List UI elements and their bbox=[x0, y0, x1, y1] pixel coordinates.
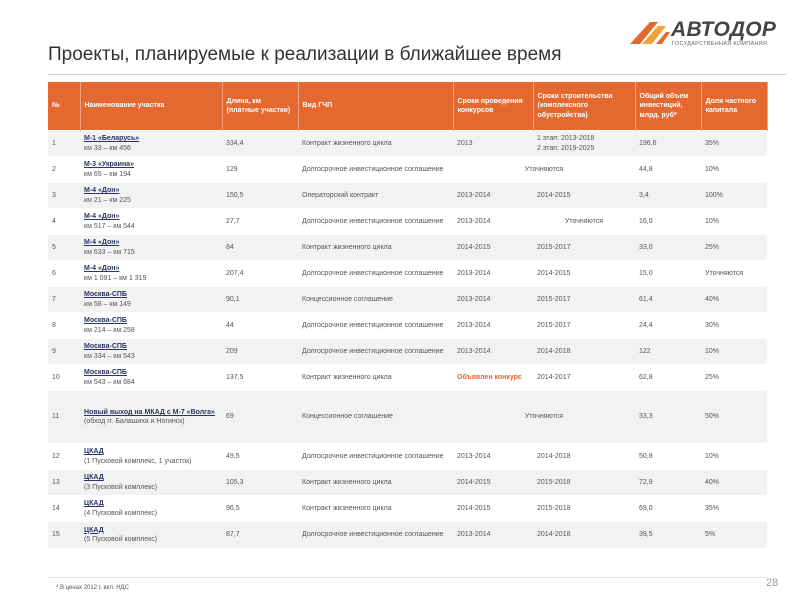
cell-number: 14 bbox=[48, 496, 80, 522]
cell-length: 90,1 bbox=[222, 287, 298, 313]
header-ppp-type: Вид ГЧП bbox=[298, 82, 453, 131]
cell-number: 6 bbox=[48, 261, 80, 287]
cell-number: 1 bbox=[48, 131, 80, 157]
cell-share: 10% bbox=[701, 444, 767, 470]
road-km-range: км 334 – км 543 bbox=[84, 352, 135, 360]
road-name-link[interactable]: М-3 «Украина» bbox=[84, 161, 134, 169]
cell-tender: 2013-2014 bbox=[453, 183, 533, 209]
cell-ppp-type: Долгосрочное инвестиционное соглашение bbox=[298, 261, 453, 287]
cell-section bbox=[80, 365, 222, 391]
cell-share: 25% bbox=[701, 235, 767, 261]
header-total-investment: Общий объем инвестиций, млрд. руб* bbox=[635, 82, 701, 131]
cell-share: 40% bbox=[701, 470, 767, 496]
projects-table bbox=[48, 82, 768, 548]
cell-construction: Уточняются bbox=[533, 209, 635, 235]
cell-length: 105,3 bbox=[222, 470, 298, 496]
cell-ppp-type: Долгосрочное инвестиционное соглашение bbox=[298, 313, 453, 339]
road-name-link[interactable]: М-4 «Дон» bbox=[84, 187, 120, 195]
cell-section bbox=[80, 235, 222, 261]
table-row bbox=[48, 522, 767, 548]
road-km-range: (обход гг. Балашиха и Ногинск) bbox=[84, 418, 185, 425]
logo-subtitle: ГОСУДАРСТВЕННАЯ КОМПАНИЯ bbox=[672, 41, 768, 47]
road-name-link[interactable]: Москва-СПБ bbox=[84, 317, 127, 325]
road-name-link[interactable]: ЦКАД bbox=[84, 500, 104, 508]
cell-section bbox=[80, 496, 222, 522]
cell-number: 8 bbox=[48, 313, 80, 339]
cell-number: 3 bbox=[48, 183, 80, 209]
cell-construction: 2015-2018 bbox=[533, 470, 635, 496]
road-name-link[interactable]: М-4 «Дон» bbox=[84, 213, 120, 221]
cell-section bbox=[80, 313, 222, 339]
cell-ppp-type: Долгосрочное инвестиционное соглашение bbox=[298, 444, 453, 470]
road-name-link[interactable]: М-4 «Дон» bbox=[84, 265, 120, 273]
table-row bbox=[48, 365, 767, 391]
header-length: Длина, км (платные участки) bbox=[222, 82, 298, 131]
cell-section bbox=[80, 287, 222, 313]
cell-length: 207,4 bbox=[222, 261, 298, 287]
projects-table-container bbox=[48, 82, 767, 548]
cell-investment: 62,8 bbox=[635, 365, 701, 391]
cell-ppp-type: Контракт жизненного цикла bbox=[298, 131, 453, 157]
cell-share: Уточняются bbox=[701, 261, 767, 287]
cell-length: 84 bbox=[222, 235, 298, 261]
header-section-name: Наименование участка bbox=[80, 82, 222, 131]
table-row bbox=[48, 261, 767, 287]
table-row bbox=[48, 313, 767, 339]
cell-construction: 2014-2018 bbox=[533, 444, 635, 470]
cell-share: 35% bbox=[701, 131, 767, 157]
cell-construction: 2014-2015 bbox=[533, 183, 635, 209]
cell-investment: 24,4 bbox=[635, 313, 701, 339]
avtodor-logo bbox=[628, 16, 788, 50]
cell-share: 30% bbox=[701, 313, 767, 339]
logo-name: АВТОДОР bbox=[671, 18, 777, 41]
cell-ppp-type: Концессионное соглашение bbox=[298, 391, 453, 444]
road-km-range: (3 Пусковой комплекс) bbox=[84, 483, 158, 491]
cell-number: 12 bbox=[48, 444, 80, 470]
table-row bbox=[48, 235, 767, 261]
cell-ppp-type: Долгосрочное инвестиционное соглашение bbox=[298, 339, 453, 365]
footer-divider bbox=[48, 577, 768, 578]
cell-length: 209 bbox=[222, 339, 298, 365]
cell-ppp-type: Контракт жизненного цикла bbox=[298, 235, 453, 261]
road-name-link[interactable]: Новый выход на МКАД с М-7 «Волга» bbox=[84, 408, 215, 416]
cell-section bbox=[80, 183, 222, 209]
cell-share: 5% bbox=[701, 522, 767, 548]
cell-tender: 2013-2014 bbox=[453, 261, 533, 287]
cell-tender: 2013-2014 bbox=[453, 287, 533, 313]
cell-section bbox=[80, 261, 222, 287]
cell-ppp-type: Долгосрочное инвестиционное соглашение bbox=[298, 522, 453, 548]
cell-investment: 50,8 bbox=[635, 444, 701, 470]
cell-share: 35% bbox=[701, 496, 767, 522]
cell-investment: 122 bbox=[635, 339, 701, 365]
cell-ppp-type: Долгосрочное инвестиционное соглашение bbox=[298, 209, 453, 235]
table-header-row bbox=[48, 82, 767, 131]
cell-number: 5 bbox=[48, 235, 80, 261]
cell-number: 9 bbox=[48, 339, 80, 365]
cell-dates-merged: Уточняются bbox=[453, 391, 635, 444]
cell-length: 129 bbox=[222, 157, 298, 183]
cell-investment: 33,3 bbox=[635, 391, 701, 444]
cell-number: 4 bbox=[48, 209, 80, 235]
cell-number: 13 bbox=[48, 470, 80, 496]
road-name-link[interactable]: М-1 «Беларусь» bbox=[84, 135, 140, 143]
cell-ppp-type: Долгосрочное инвестиционное соглашение bbox=[298, 157, 453, 183]
cell-number: 15 bbox=[48, 522, 80, 548]
cell-investment: 69,0 bbox=[635, 496, 701, 522]
header-construction-dates: Сроки строительства (комплексного обустройства) bbox=[533, 82, 635, 131]
cell-number: 11 bbox=[48, 391, 80, 444]
cell-construction: 2015-2017 bbox=[533, 235, 635, 261]
cell-share: 50% bbox=[701, 391, 767, 444]
cell-number: 2 bbox=[48, 157, 80, 183]
road-km-range: (1 Пусковой комплекс, 1 участок) bbox=[84, 457, 192, 465]
cell-investment: 61,4 bbox=[635, 287, 701, 313]
header-private-share: Доля частного капитала bbox=[701, 82, 767, 131]
cell-investment: 44,8 bbox=[635, 157, 701, 183]
cell-construction: 2014-2015 bbox=[533, 261, 635, 287]
cell-ppp-type: Контракт жизненного цикла bbox=[298, 496, 453, 522]
cell-section bbox=[80, 131, 222, 157]
cell-share: 40% bbox=[701, 287, 767, 313]
cell-tender: 2013 bbox=[453, 131, 533, 157]
title-divider bbox=[48, 74, 786, 75]
table-row bbox=[48, 391, 767, 444]
cell-share: 10% bbox=[701, 209, 767, 235]
cell-tender: 2014-2015 bbox=[453, 235, 533, 261]
cell-length: 49,5 bbox=[222, 444, 298, 470]
cell-section bbox=[80, 470, 222, 496]
road-km-range: км 633 – км 715 bbox=[84, 248, 135, 256]
cell-tender: 2013-2014 bbox=[453, 522, 533, 548]
road-km-range: км 517 – км 544 bbox=[84, 222, 135, 230]
cell-length: 69 bbox=[222, 391, 298, 444]
cell-section bbox=[80, 209, 222, 235]
cell-investment: 16,0 bbox=[635, 209, 701, 235]
cell-tender: 2013-2014 bbox=[453, 339, 533, 365]
cell-tender: 2014-2015 bbox=[453, 496, 533, 522]
cell-length: 137,5 bbox=[222, 365, 298, 391]
cell-tender: 2013-2014 bbox=[453, 209, 533, 235]
table-row bbox=[48, 470, 767, 496]
road-name-link[interactable]: М-4 «Дон» bbox=[84, 239, 120, 247]
cell-length: 334,4 bbox=[222, 131, 298, 157]
table-row bbox=[48, 183, 767, 209]
road-km-range: (4 Пусковой комплекс) bbox=[84, 509, 158, 517]
cell-investment: 33,0 bbox=[635, 235, 701, 261]
cell-length: 87,7 bbox=[222, 522, 298, 548]
cell-length: 44 bbox=[222, 313, 298, 339]
road-km-range: км 214 – км 258 bbox=[84, 326, 135, 334]
page-title: Проекты, планируемые к реализации в ближайшее время bbox=[48, 44, 562, 65]
cell-tender: 2013-2014 bbox=[453, 444, 533, 470]
cell-ppp-type: Концессионное соглашение bbox=[298, 287, 453, 313]
cell-investment: 3,4 bbox=[635, 183, 701, 209]
header-tender-dates: Сроки проведения конкурсов bbox=[453, 82, 533, 131]
cell-ppp-type: Операторский контракт bbox=[298, 183, 453, 209]
cell-share: 10% bbox=[701, 339, 767, 365]
road-name-link[interactable]: Москва-СПБ bbox=[84, 343, 127, 351]
cell-tender: 2013-2014 bbox=[453, 313, 533, 339]
cell-section bbox=[80, 522, 222, 548]
cell-investment: 196,6 bbox=[635, 131, 701, 157]
cell-section bbox=[80, 339, 222, 365]
road-km-range: (5 Пусковой комплекс) bbox=[84, 535, 158, 543]
road-name-link[interactable]: Москва-СПБ bbox=[84, 369, 127, 377]
cell-number: 7 bbox=[48, 287, 80, 313]
road-km-range: км 543 – км 684 bbox=[84, 378, 135, 386]
table-row bbox=[48, 496, 767, 522]
cell-length: 27,7 bbox=[222, 209, 298, 235]
cell-length: 96,5 bbox=[222, 496, 298, 522]
road-name-link[interactable]: ЦКАД bbox=[84, 526, 104, 534]
table-row bbox=[48, 339, 767, 365]
cell-tender-announced: Объявлен конкурс bbox=[453, 365, 533, 391]
table-row bbox=[48, 157, 767, 183]
table-row bbox=[48, 444, 767, 470]
road-km-range: км 21 – км 225 bbox=[84, 196, 131, 204]
cell-construction: 1 этап: 2013-2018 2 этап: 2019-2025 bbox=[533, 131, 635, 157]
cell-construction: 2014-2018 bbox=[533, 339, 635, 365]
cell-section bbox=[80, 444, 222, 470]
table-row bbox=[48, 131, 767, 157]
table-row bbox=[48, 287, 767, 313]
avtodor-road-icon bbox=[628, 16, 672, 46]
cell-investment: 39,5 bbox=[635, 522, 701, 548]
road-km-range: км 33 – км 456 bbox=[84, 144, 131, 152]
cell-investment: 15,0 bbox=[635, 261, 701, 287]
table-row bbox=[48, 209, 767, 235]
cell-investment: 72,9 bbox=[635, 470, 701, 496]
cell-tender: 2014-2015 bbox=[453, 470, 533, 496]
cell-number: 10 bbox=[48, 365, 80, 391]
cell-section bbox=[80, 157, 222, 183]
header-number: № bbox=[48, 82, 80, 131]
cell-length: 150,5 bbox=[222, 183, 298, 209]
cell-section bbox=[80, 391, 222, 444]
cell-construction: 2014-2017 bbox=[533, 365, 635, 391]
cell-construction: 2015-2017 bbox=[533, 287, 635, 313]
road-name-link[interactable]: ЦКАД bbox=[84, 448, 104, 456]
cell-share: 100% bbox=[701, 183, 767, 209]
cell-ppp-type: Контракт жизненного цикла bbox=[298, 470, 453, 496]
cell-construction: 2015-2018 bbox=[533, 496, 635, 522]
cell-share: 10% bbox=[701, 157, 767, 183]
cell-construction: 2015-2017 bbox=[533, 313, 635, 339]
cell-ppp-type: Контракт жизненного цикла bbox=[298, 365, 453, 391]
road-km-range: км 58 – км 149 bbox=[84, 300, 131, 308]
road-name-link[interactable]: ЦКАД bbox=[84, 474, 104, 482]
cell-share: 25% bbox=[701, 365, 767, 391]
road-km-range: км 1 091 – км 1 319 bbox=[84, 274, 147, 282]
cell-construction: 2014-2018 bbox=[533, 522, 635, 548]
footnote: * В ценах 2012 г. вкл. НДС bbox=[56, 585, 129, 591]
cell-dates-merged: Уточняются bbox=[453, 157, 635, 183]
road-km-range: км 65 – км 194 bbox=[84, 170, 131, 178]
page-number: 28 bbox=[766, 577, 779, 589]
road-name-link[interactable]: Москва-СПБ bbox=[84, 291, 127, 299]
